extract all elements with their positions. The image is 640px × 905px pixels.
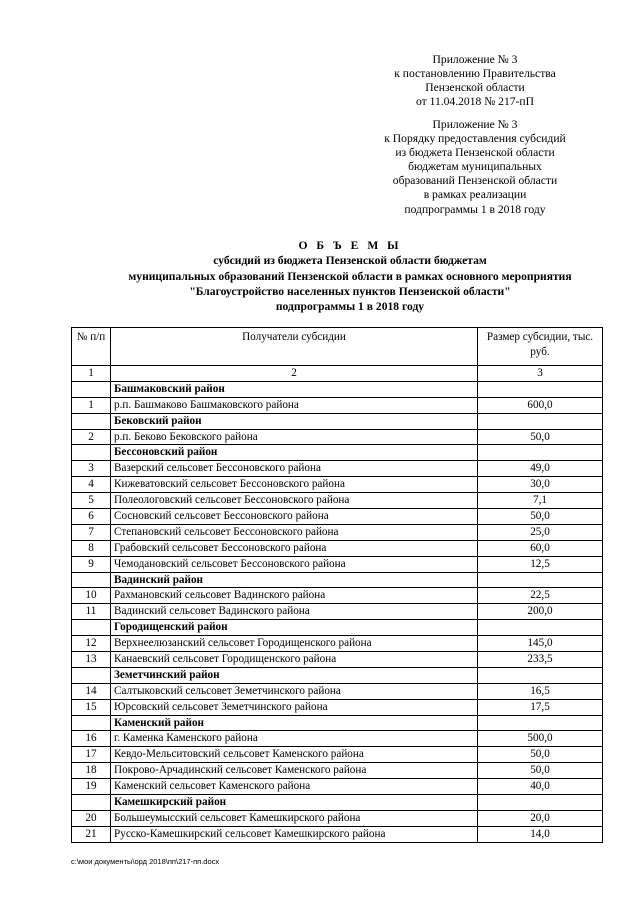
district-num-cell <box>72 795 111 811</box>
district-amount-cell <box>478 381 603 397</box>
row-number: 3 <box>72 461 111 477</box>
row-number: 4 <box>72 477 111 493</box>
row-number: 18 <box>72 763 111 779</box>
district-num-cell <box>72 620 111 636</box>
recipient-name: Салтыковский сельсовет Земетчинского района <box>111 683 478 699</box>
row-number: 11 <box>72 604 111 620</box>
appendix-line: образований Пензенской области <box>392 174 558 188</box>
table-header-row <box>72 328 603 366</box>
column-number: 2 <box>111 366 478 382</box>
subsidy-amount: 17,5 <box>478 699 603 715</box>
subsidy-amount: 50,0 <box>478 509 603 525</box>
subsidy-amount: 200,0 <box>478 604 603 620</box>
row-number: 19 <box>72 779 111 795</box>
recipient-name: Русско-Камешкирский сельсовет Камешкирского района <box>111 826 478 842</box>
table-row <box>72 524 603 540</box>
recipient-name: Степановский сельсовет Бессоновского района <box>111 524 478 540</box>
table-row <box>72 429 603 445</box>
subsidy-amount: 25,0 <box>478 524 603 540</box>
table-row <box>72 747 603 763</box>
subsidy-amount: 145,0 <box>478 636 603 652</box>
appendix-line: Пензенской области <box>425 81 525 95</box>
table-row <box>72 556 603 572</box>
appendix-line: бюджетам муниципальных <box>408 160 542 174</box>
district-name: Бековский район <box>111 413 478 429</box>
title-line: субсидий из бюджета Пензенской области бюджетам <box>213 254 487 268</box>
file-path-footer: c:\мои документы\орд 2018\пп\217-пп.docx <box>71 857 220 866</box>
row-number: 17 <box>72 747 111 763</box>
recipient-name: Полеологовский сельсовет Бессоновского района <box>111 493 478 509</box>
district-amount-cell <box>478 620 603 636</box>
row-number: 10 <box>72 588 111 604</box>
table-row <box>72 636 603 652</box>
title-line: муниципальных образований Пензенской области в рамках основного мероприятия <box>128 269 572 283</box>
district-row <box>72 445 603 461</box>
subsidy-amount: 14,0 <box>478 826 603 842</box>
row-number: 7 <box>72 524 111 540</box>
district-num-cell <box>72 667 111 683</box>
subsidy-amount: 50,0 <box>478 429 603 445</box>
district-name: Бессоновский район <box>111 445 478 461</box>
district-amount-cell <box>478 715 603 731</box>
appendix-line: Приложение № 3 <box>432 118 518 131</box>
appendix-line: в рамках реализации <box>423 188 527 202</box>
subsidy-amount: 22,5 <box>478 588 603 604</box>
district-num-cell <box>72 715 111 731</box>
table-row <box>72 461 603 477</box>
table-row <box>72 810 603 826</box>
row-number: 9 <box>72 556 111 572</box>
table-row <box>72 540 603 556</box>
district-num-cell <box>72 572 111 588</box>
document-title <box>60 238 640 314</box>
row-number: 13 <box>72 652 111 668</box>
row-number: 6 <box>72 509 111 525</box>
table-row <box>72 493 603 509</box>
recipient-name: Покрово-Арчадинский сельсовет Каменского района <box>111 763 478 779</box>
district-amount-cell <box>478 413 603 429</box>
recipient-name: Чемодановский сельсовет Бессоновского района <box>111 556 478 572</box>
subsidy-amount: 60,0 <box>478 540 603 556</box>
subsidy-amount: 16,5 <box>478 683 603 699</box>
subsidy-amount: 500,0 <box>478 731 603 747</box>
district-amount-cell <box>478 445 603 461</box>
subsidy-amount: 20,0 <box>478 810 603 826</box>
recipient-name: Грабовский сельсовет Бессоновского района <box>111 540 478 556</box>
header-num: № п/п <box>72 328 111 366</box>
district-num-cell <box>72 381 111 397</box>
header-recipient: Получатели субсидии <box>111 328 478 366</box>
district-name: Вадинский район <box>111 572 478 588</box>
district-row <box>72 667 603 683</box>
row-number: 21 <box>72 826 111 842</box>
district-name: Земетчинский район <box>111 667 478 683</box>
row-number: 12 <box>72 636 111 652</box>
district-name: Каменский район <box>111 715 478 731</box>
district-row <box>72 381 603 397</box>
district-row <box>72 620 603 636</box>
table-row <box>72 683 603 699</box>
row-number: 5 <box>72 493 111 509</box>
table-row <box>72 763 603 779</box>
district-name: Башмаковский район <box>111 381 478 397</box>
subsidy-amount: 12,5 <box>478 556 603 572</box>
title-line: подпрограммы 1 в 2018 году <box>275 300 425 314</box>
recipient-name: Верхнеелюзанский сельсовет Городищенского района <box>111 636 478 652</box>
recipient-name: Каменский сельсовет Каменского района <box>111 779 478 795</box>
appendix-line: от 11.04.2018 № 217-пП <box>415 95 535 109</box>
table-row <box>72 779 603 795</box>
district-num-cell <box>72 413 111 429</box>
table-row <box>72 731 603 747</box>
table-row <box>72 699 603 715</box>
row-number: 20 <box>72 810 111 826</box>
table-row <box>72 652 603 668</box>
table-row <box>72 509 603 525</box>
subsidies-table <box>71 327 603 843</box>
title-heading: О Б Ъ Е М Ы <box>298 239 402 252</box>
table-row <box>72 826 603 842</box>
appendix-line: к постановлению Правительства <box>394 67 556 81</box>
recipient-name: Юрсовский сельсовет Земетчинского района <box>111 699 478 715</box>
district-name: Городищенский район <box>111 620 478 636</box>
subsidy-amount: 233,5 <box>478 652 603 668</box>
row-number: 1 <box>72 397 111 413</box>
column-number: 1 <box>72 366 111 382</box>
column-number-row <box>72 366 603 382</box>
recipient-name: Кевдо-Мельситовский сельсовет Каменского района <box>111 747 478 763</box>
appendix-line: из бюджета Пензенской области <box>395 146 555 160</box>
appendix-line: Приложение № 3 <box>432 53 518 66</box>
row-number: 2 <box>72 429 111 445</box>
header-amount: Размер субсидии, тыс. руб. <box>478 328 603 366</box>
recipient-name: г. Каменка Каменского района <box>111 731 478 747</box>
subsidy-amount: 49,0 <box>478 461 603 477</box>
subsidy-amount: 50,0 <box>478 747 603 763</box>
subsidy-amount: 40,0 <box>478 779 603 795</box>
district-row <box>72 795 603 811</box>
appendix-block-resolution <box>352 53 598 109</box>
subsidy-amount: 50,0 <box>478 763 603 779</box>
recipient-name: Канаевский сельсовет Городищенского района <box>111 652 478 668</box>
subsidy-amount: 600,0 <box>478 397 603 413</box>
recipient-name: Сосновский сельсовет Бессоновского района <box>111 509 478 525</box>
row-number: 8 <box>72 540 111 556</box>
subsidy-amount: 7,1 <box>478 493 603 509</box>
title-line: "Благоустройство населенных пунктов Пензенской области" <box>189 284 511 298</box>
recipient-name: Вадинский сельсовет Вадинского района <box>111 604 478 620</box>
district-row <box>72 715 603 731</box>
column-number: 3 <box>478 366 603 382</box>
district-amount-cell <box>478 572 603 588</box>
district-amount-cell <box>478 667 603 683</box>
row-number: 16 <box>72 731 111 747</box>
district-name: Камешкирский район <box>111 795 478 811</box>
appendix-line: к Порядку предоставления субсидий <box>384 132 566 146</box>
district-num-cell <box>72 445 111 461</box>
appendix-block-procedure <box>352 118 598 217</box>
table-row <box>72 397 603 413</box>
table-row <box>72 588 603 604</box>
district-row <box>72 572 603 588</box>
district-amount-cell <box>478 795 603 811</box>
row-number: 15 <box>72 699 111 715</box>
row-number: 14 <box>72 683 111 699</box>
recipient-name: Кижеватовский сельсовет Бессоновского района <box>111 477 478 493</box>
recipient-name: Большеумысский сельсовет Камешкирского района <box>111 810 478 826</box>
appendix-line: подпрограммы 1 в 2018 году <box>404 202 546 216</box>
table-row <box>72 604 603 620</box>
district-row <box>72 413 603 429</box>
recipient-name: Рахмановский сельсовет Вадинского района <box>111 588 478 604</box>
recipient-name: р.п. Башмаково Башмаковского района <box>111 397 478 413</box>
table-row <box>72 477 603 493</box>
recipient-name: р.п. Беково Бековского района <box>111 429 478 445</box>
recipient-name: Вазерский сельсовет Бессоновского района <box>111 461 478 477</box>
subsidy-amount: 30,0 <box>478 477 603 493</box>
